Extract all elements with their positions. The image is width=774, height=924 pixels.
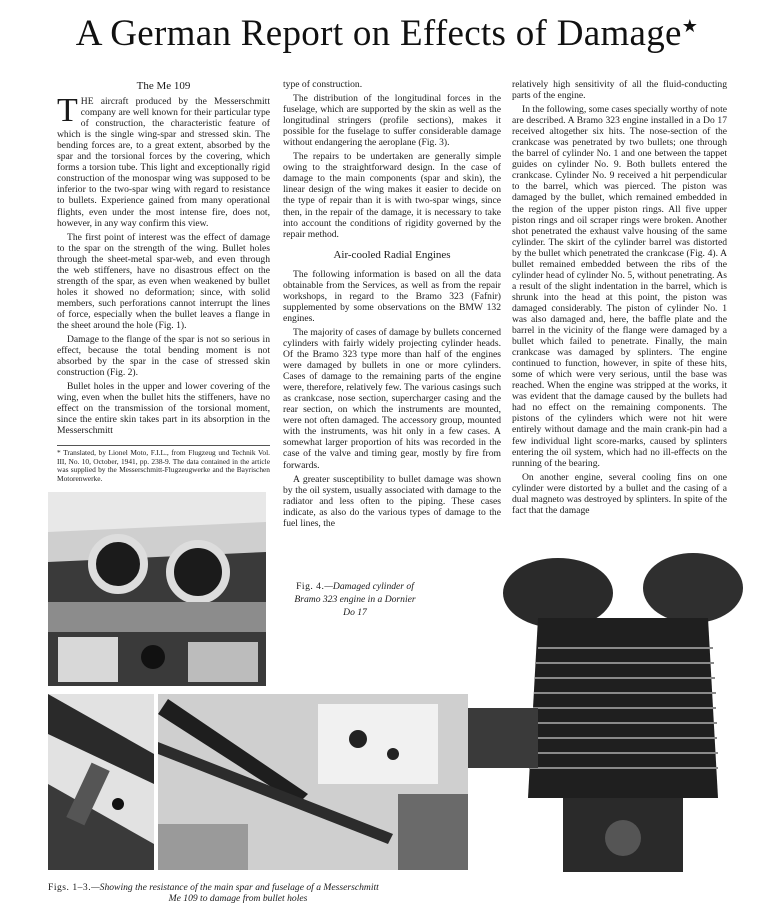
column-1 [57,79,270,483]
paragraph: THE aircraft produced by the Messerschmitt company are well known for their particular type of construction, the characteristic feature of which is the single wing-spar and stressed skin. The bending forces are, to a great extent, absorbed by the spar and the torsional forces by the covering, which forms a torsion tube. This light and exceptionally rigid construction of the monospar wing was supposed to be inferior to the two-spar wing with regard to resistance to bullets. Experience gained from many operational flights, even under the most intense fire, does not, however, in any way confirm this view. [57,92,270,229]
figures-1-3-caption [48,882,488,904]
figure-4-label: Fig. 4. [296,581,325,592]
figure-2-photo [48,694,154,870]
page-title: A German Report on Effects of Damage★ [75,13,699,54]
paragraph: Damage to the flange of the spar is not so serious in effect, because the total bending moment is not absorbed by the spar in the case of stressed skin construction (Fig. 2). [57,334,270,379]
paragraph: Bullet holes in the upper and lower covering of the wing, even when the bullet hits the stiffeners, have no effect on the transmission of the torsional moment, since the entire skin takes part in its absorption in the Messerschmitt [57,381,270,437]
paragraph: The majority of cases of damage by bullets concerned cylinders with fairly widely projecting cylinder heads. Of the Bramo 323 type more than half of the engines were damaged by bullets in one or more cylinders. Cases of damage to the remaining parts of the engine were, therefore, relatively few. The various casings such as crankcase, nose section, supercharger casing and the rear section, on which the instruments are mounted, were not often damaged. The accessory group, mounted with the instruments, was hit only in a few cases. A somewhat larger proportion of hits was recorded in the case of the valve and timing gear, mostly by fire from forwards. [283,326,501,471]
figure-1-photo [48,492,266,686]
drop-cap: T [57,92,78,130]
paragraph: The distribution of the longitudinal forces in the fuselage, which are supported by the skin as well as the longitudinal stringers (profile sections), makes it possible for the fuselage to suffer considerable damage without endangering the aeroplane (Fig. 3). [283,93,501,149]
footnote: * Translated, by Lionel Moto, F.I.L., from Flugzeug und Technik Vol. III, No. 10, October, 1941, pp. 238-9. The data contained in the article was supplied by the Messerschmitt-Flugzeugwerke and the Bayrischen Motorenwerke. [57,445,270,483]
column-3 [512,79,727,519]
paragraph: In the following, some cases specially worthy of note are described. A Bramo 323 engine installed in a Do 17 received altogether six hits. The nose-section of the crankcase was penetrated by two bullets; one through the barrel of cylinder No. 1 and one between the tappet guides on cylinder No. 9. Both bullets entered the crankcase. Cylinder No. 9 received a hit perpendicular to the barrel, which was pierced. The piston was damaged by the bullet, which remained embedded in the region of the upper piston rings. All five upper piston rings and oil scraper rings were broken. Another shot penetrated the exhaust valve housing of the same cylinder. The skirt of the cylinder barrel was distorted by the bullet which penetrated the crankcase (Fig. 4). A bullet remained embedded between the ribs of the cylinder head of cylinder No. 5, without penetrating. As a result of the slight indentation in the barrel, which is shrunk into the head at this point, the piston was damaged considerably. The piston of cylinder No. 1 was also damaged and, here, the baffle plate and the barrel in the vicinity of the flange were damaged by a bullet which failed to penetrate. Finally, the main crankcase was damaged by splinters. The engine continued to function, however, in spite of these hits, some of which were very serious, until the base was reached. When the engine was stripped at the works, it was evident that the damage caused by the bullets had had no effect on the remaining components. The pistons of the cylinders which were not hit were entirely without damage and the main crank-pin had a few individual light score-marks, caused by splinters entering the oil system, which had no ill-effects on the running of the bearing. [512,104,727,469]
paragraph: The repairs to be undertaken are generally simple owing to the straightforward design. In the case of damage to the main components (spar and skin), the linear design of the wing makes it easier to decide on the type of repair than it is with two-spar wings, since then, in the repair of the damage, it is necessary to take into account the conditions of rigidity governed by the repair method. [283,151,501,240]
paragraph: A greater susceptibility to bullet damage was shown by the oil system, usually associated with damage to the radiator and less often to the piping. These cases indicate, as also do the various types of damage to the fuel lines, the [283,473,501,529]
paragraph: type of construction. [283,79,363,90]
section-heading-me109: The Me 109 [136,80,191,92]
footnote-star: ★ [681,16,699,36]
paragraph: relatively high sensitivity of all the fluid-conducting parts of the engine. [512,79,727,102]
figures-1-3-text: —Showing the resistance of the main spar and fuselage of a Messerschmitt [91,882,379,893]
figure-4-photo [468,538,770,872]
figure-4-text: —Damaged cylinder of Bramo 323 engine in a Dornier Do 17 [294,581,416,618]
figure-4-caption [290,580,420,619]
figure-3-photo [158,694,468,870]
column-2 [283,79,501,532]
figures-1-3-text-line2: Me 109 to damage from bullet holes [168,893,308,904]
paragraph: The following information is based on all the data obtainable from the Services, as well as from the repair workshops, in regard to the Bramo 323 (Fafnir) supplemented by some observations on the BMW 132 engines. [283,268,501,324]
paragraph: On another engine, several cooling fins on one cylinder were distorted by a bullet and the casing of a dual magneto was destroyed by splinters. In spite of the fact that the damage [512,471,727,516]
figures-1-3-label: Figs. 1–3. [48,882,92,893]
section-heading-engines: Air-cooled Radial Engines [333,248,451,261]
paragraph: The first point of interest was the effect of damage to the spar on the strength of the wing. Bullet holes through the sheet-metal spar-web, and even through the web stiffeners, have no disastrous effect on the strength of the spar, as even when weakened by bullet holes it showed no deformation; since, with solid members, such perforations cannot interrupt the lines of force, especially when the bullet leaves a flange in the sheet around the hole (Fig. 1). [57,231,270,331]
